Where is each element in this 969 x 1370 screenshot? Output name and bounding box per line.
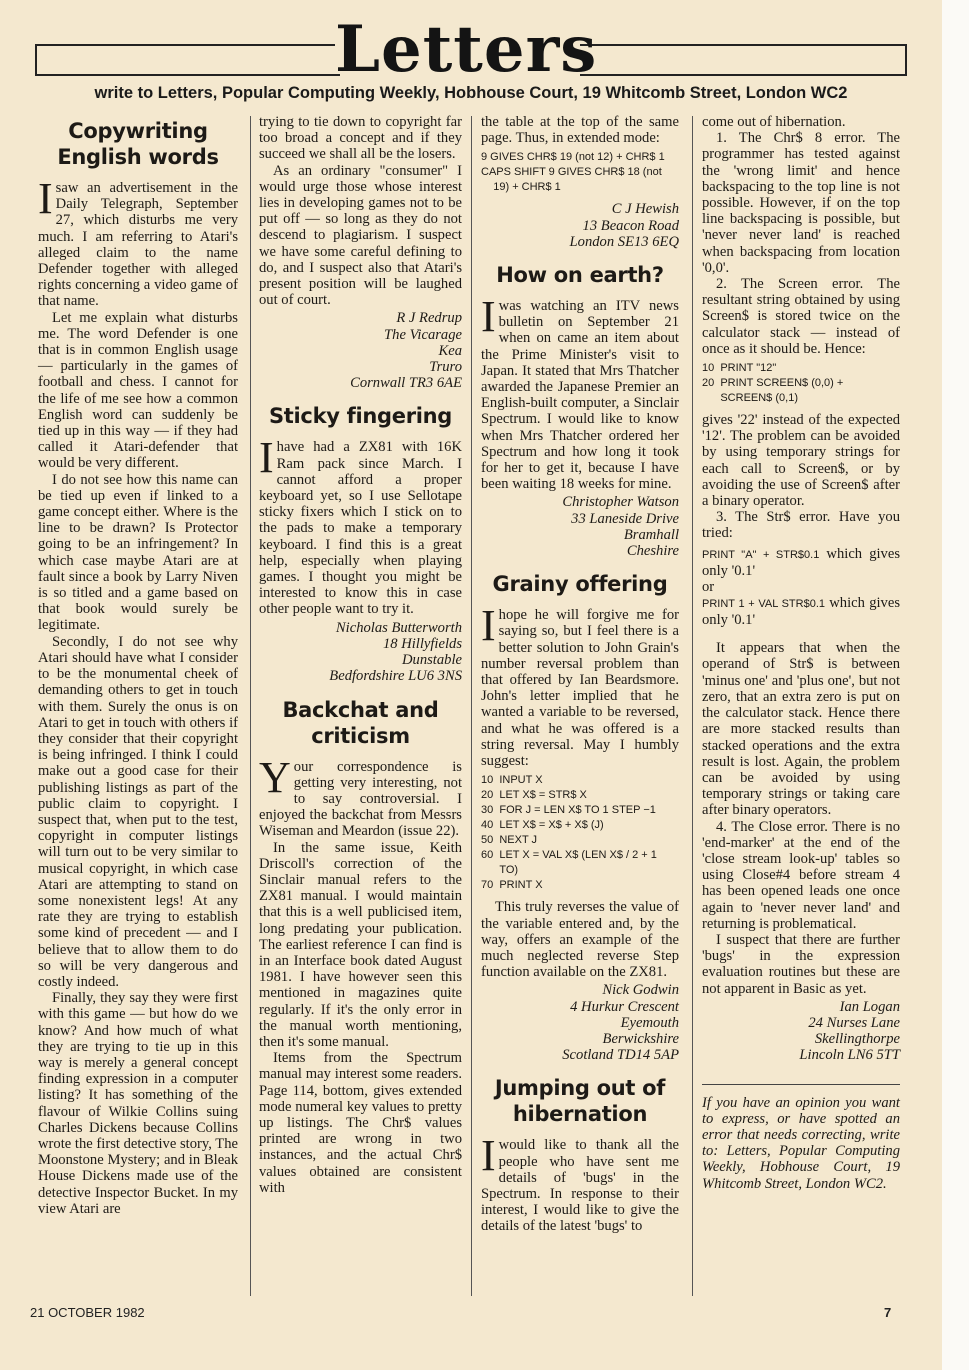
signature: R J Redrup The Vicarage Kea Truro Cornwall TR3 6AE [350, 310, 462, 392]
address-line: write to Letters, Popular Computing Weekly, Hobhouse Court, 19 Whitcomb Street, London WC2 [94, 84, 848, 102]
letter-paragraph: come out of hibernation. [702, 114, 846, 130]
letter-paragraph: 1. The Chr$ 8 error. The programmer has tested against the 'wrong limit' and hence backspacing to the top line is not possible. However, if on the top line backspacing is possible, but 'never never land' is reached when backspacing from location '0,0'. [702, 130, 900, 276]
letter-headline: Copywriting English words [57, 119, 219, 169]
letter-paragraph: Let me explain what disturbs me. The word Defender is one that is in common English usage — particularly in the games of football and chess. I cannot for the life of me see how a common English word can suddenly be tied up in this way — if they had called it Atari-defender that would be very different. [38, 309, 238, 472]
letter-headline: Jumping out of hibernation [494, 1076, 666, 1127]
letter-paragraph: 2. The Screen error. The resultant string obtained by using Screen$ is stored twice on the calculator stack — instead of once as it should be. Hence: [702, 276, 900, 357]
column-3 [481, 114, 679, 1235]
masthead-rule [580, 74, 907, 76]
code-listing: 10 PRINT "12" 20 PRINT SCREEN$ (0,0) + SCREEN$ (0,1) [702, 362, 844, 405]
letter-paragraph: Finally, they say they were first with this game — but how do we know? And how much of what they are trying to tie up in this way is merely a general concept finding expression in a computer listing? It has something of the flavour of Wilkie Collins suing Charles Dickens because Collins wrote the first detective story, The Moonstone Mystery; and in Bleak House Dickens made use of the detective Inspector Bucket. In my view Atari are [38, 990, 238, 1217]
signature: Nick Godwin 4 Hurkur Crescent Eyemouth Berwickshire Scotland TD14 5AP [562, 982, 679, 1064]
letter-paragraph: 3. The Str$ error. Have you tried: [702, 509, 900, 542]
letter-paragraph: It appears that when the operand of Str$ is between 'minus one' and 'plus one', but not zero, that an extra zero is put on the calculator stack. Hence there are more stacked results than stacked operations and the extra result is lost. Again, the problem can be avoided by using temporary strings or taking care after binary operators. [702, 640, 900, 819]
letter-paragraph: I do not see how this name can be tied up even if linked to a game concept either. Where is the line to be drawn? Is Protector going to be an infringement? In which case maybe Atari are at fault since a book by Larry Niven is so titled and a game based on that book would surely be legitimate. [38, 471, 238, 634]
letter-paragraph: Iwould like to thank all the people who have sent me details of 'bugs' in the Spectrum. In response to their interest, I would like to give the details of the latest 'bugs' to [481, 1131, 679, 1235]
code-listing: 10 INPUT X 20 LET X$ = STR$ X 30 FOR J = LEN X$ TO 1 STEP −1 40 LET X$ = X$ + X$ (J) 50 NEXT J 60 LET X = VAL X$ (LEN X$ / 2 + 1 TO) 70 PRINT X [481, 774, 657, 892]
letter-paragraph: In the same issue, Keith Driscoll's correction of the Sinclair manual refers to the ZX81 manual. I would maintain that this is a well publicised item, long predating your publication. The earliest reference I can find is in an Interface book dated August 1981. I have however seen this mentioned in magazines quite regularly. If it's the only error in the manual worth mentioning, then it's some manual. [259, 839, 462, 1050]
letter-paragraph: Ihave had a ZX81 with 16K Ram pack since March. I cannot afford a proper keyboard yet, so I use Sellotape sticky fixers which I stick on to the pads to make a temporary keyboard. I find this is a great help, especially when playing games. I thought you might be interested to know this in case other people want to try it. [259, 433, 462, 618]
signature: Christopher Watson 33 Laneside Drive Bramhall Cheshire [562, 494, 679, 560]
drop-cap: I [481, 292, 496, 342]
column-2 [259, 114, 462, 1196]
letter-paragraph: gives '22' instead of the expected '12'. The problem can be avoided by using temporary strings for each call to Screen$, or by avoiding the use of Screen$ after a binary operator. [702, 412, 900, 510]
letter-headline: Grainy offering [492, 572, 668, 597]
masthead-rule [35, 44, 335, 46]
letter-paragraph: Secondly, I do not see why Atari should have what I consider to be the monumental cheek of demanding others to get in touch with them. Surely the onus is on Atari to get in touch with others if they consider that their copyright is being infringed. I think I could make out a good case for their publishing listings as part of the public claim to copyright. I suspect that, when put to the test, copyright in computer listings will turn out to be very similar to musical copyright, in which case Atari are attempting to stand on some nonexistent legs! At any rate they are trying to establish some kind of precedent — and I believe that to allow them to do so will be very dangerous and costly indeed. [38, 633, 238, 990]
column-divider [250, 116, 251, 1296]
letter-paragraph: I suspect that there are further 'bugs' in the expression evaluation routines but these are not apparent in Basic as yet. [702, 931, 900, 997]
drop-cap: I [259, 433, 274, 483]
letter-headline: Backchat and criticism [282, 697, 439, 748]
letter-paragraph: Items from the Spectrum manual may interest some readers. Page 114, bottom, gives extended mode numeral key values to pretty up listings. The Chr$ values printed are wrong in two instances, and the actual Chr$ values obtained are consistent with [259, 1050, 462, 1196]
column-divider [471, 116, 472, 1296]
letter-paragraph: Iwas watching an ITV news bulletin on September 21 when on came an item about the Prime Minister's visit to Japan. It stated that Mrs Thatcher awarded the Japanese Premier an English-built computer, a Sinclair Spectrum. I would like to know when Mrs Thatcher ordered her Spectrum and how long it took for her to get it, because I have been waiting 18 weeks for mine. [481, 292, 679, 493]
letter-paragraph: trying to tie down to copyright far too broad a concept and if they succeed we shall all be the losers. [259, 114, 462, 163]
column-4 [702, 114, 900, 1192]
signature: Ian Logan 24 Nurses Lane Skellingthorpe Lincoln LN6 5TT [799, 998, 900, 1064]
masthead-rule [35, 44, 37, 74]
code-listing: 9 GIVES CHR$ 19 (not 12) + CHR$ 1 CAPS SHIFT 9 GIVES CHR$ 18 (not 19) + CHR$ 1 [481, 151, 665, 194]
masthead-rule [35, 74, 340, 76]
drop-cap: I [481, 601, 496, 651]
letter-paragraph: or [702, 578, 715, 595]
column-1 [38, 114, 238, 1217]
letter-paragraph: 4. The Close error. There is no 'end-marker' at the end of the 'close stream look-up' tables so using Close#4 before stream 4 has been opened leads one once again to 'never never land' and returning is problematical. [702, 818, 900, 932]
issue-date: 21 OCTOBER 1982 [30, 1305, 145, 1320]
masthead-rule [580, 44, 907, 46]
letter-paragraph: the table at the top of the same page. Thus, in extended mode: [481, 114, 679, 147]
letter-paragraph: Isaw an advertisement in the Daily Telegraph, September 27, which disturbs me very much. I am referring to Atari's alleged claim to the name Defender together with alleged rights concerning a video game of that name. [38, 174, 238, 310]
page-number: 7 [884, 1305, 892, 1320]
signature: Nicholas Butterworth 18 Hillyfields Dunstable Bedfordshire LU6 3NS [329, 619, 462, 685]
code-line: PRINT "A" + STR$0.1 which gives only '0.1' [702, 545, 900, 579]
page-title: Letters [335, 12, 598, 87]
inline-code: PRINT "A" + STR$0.1 [702, 548, 820, 561]
letter-paragraph: Ihope he will forgive me for saying so, but I feel there is a better solution to John Grain's number reversal problem than that offered by Ian Beardsmore. John's letter implied that he wanted a variable to be reversed, and what he was offered is a string reversal. May I humbly suggest: [481, 601, 679, 770]
signature: C J Hewish 13 Beacon Road London SE13 6EQ [569, 201, 679, 250]
code-line: PRINT 1 + VAL STR$0.1 which gives only '0.1' [702, 595, 900, 629]
drop-cap: I [481, 1131, 496, 1181]
editor-note: If you have an opinion you want to express, or have spotted an error that needs correcting, write to: Letters, Popular Computing Weekly, Hobhouse Court, 19 Whitcomb Street, London WC2. [702, 1084, 900, 1192]
letter-paragraph: Your correspondence is getting very interesting, not to say controversial. I enjoyed the backchat from Messrs Wiseman and Meardon (issue 22). [259, 752, 462, 840]
inline-code: PRINT 1 + VAL STR$0.1 [702, 598, 825, 611]
letter-headline: Sticky fingering [268, 404, 453, 429]
letter-paragraph: As an ordinary "consumer" I would urge those whose interest lies in developing games not to be put off — so long as they do not descend to plagiarism. I suspect we have some careful defining to do, and I suspect also that Atari's present position will be laughed out of court. [259, 162, 462, 309]
masthead [35, 12, 907, 87]
column-divider [692, 116, 693, 1296]
drop-cap: I [38, 174, 53, 223]
letter-paragraph: This truly reverses the value of the variable entered and, by the way, offers an example of the much neglected reverse Step function available on the ZX81. [481, 899, 679, 981]
letter-headline: How on earth? [496, 263, 664, 288]
masthead-rule [905, 44, 907, 74]
drop-cap: Y [259, 752, 291, 802]
page-edge [942, 0, 969, 1370]
